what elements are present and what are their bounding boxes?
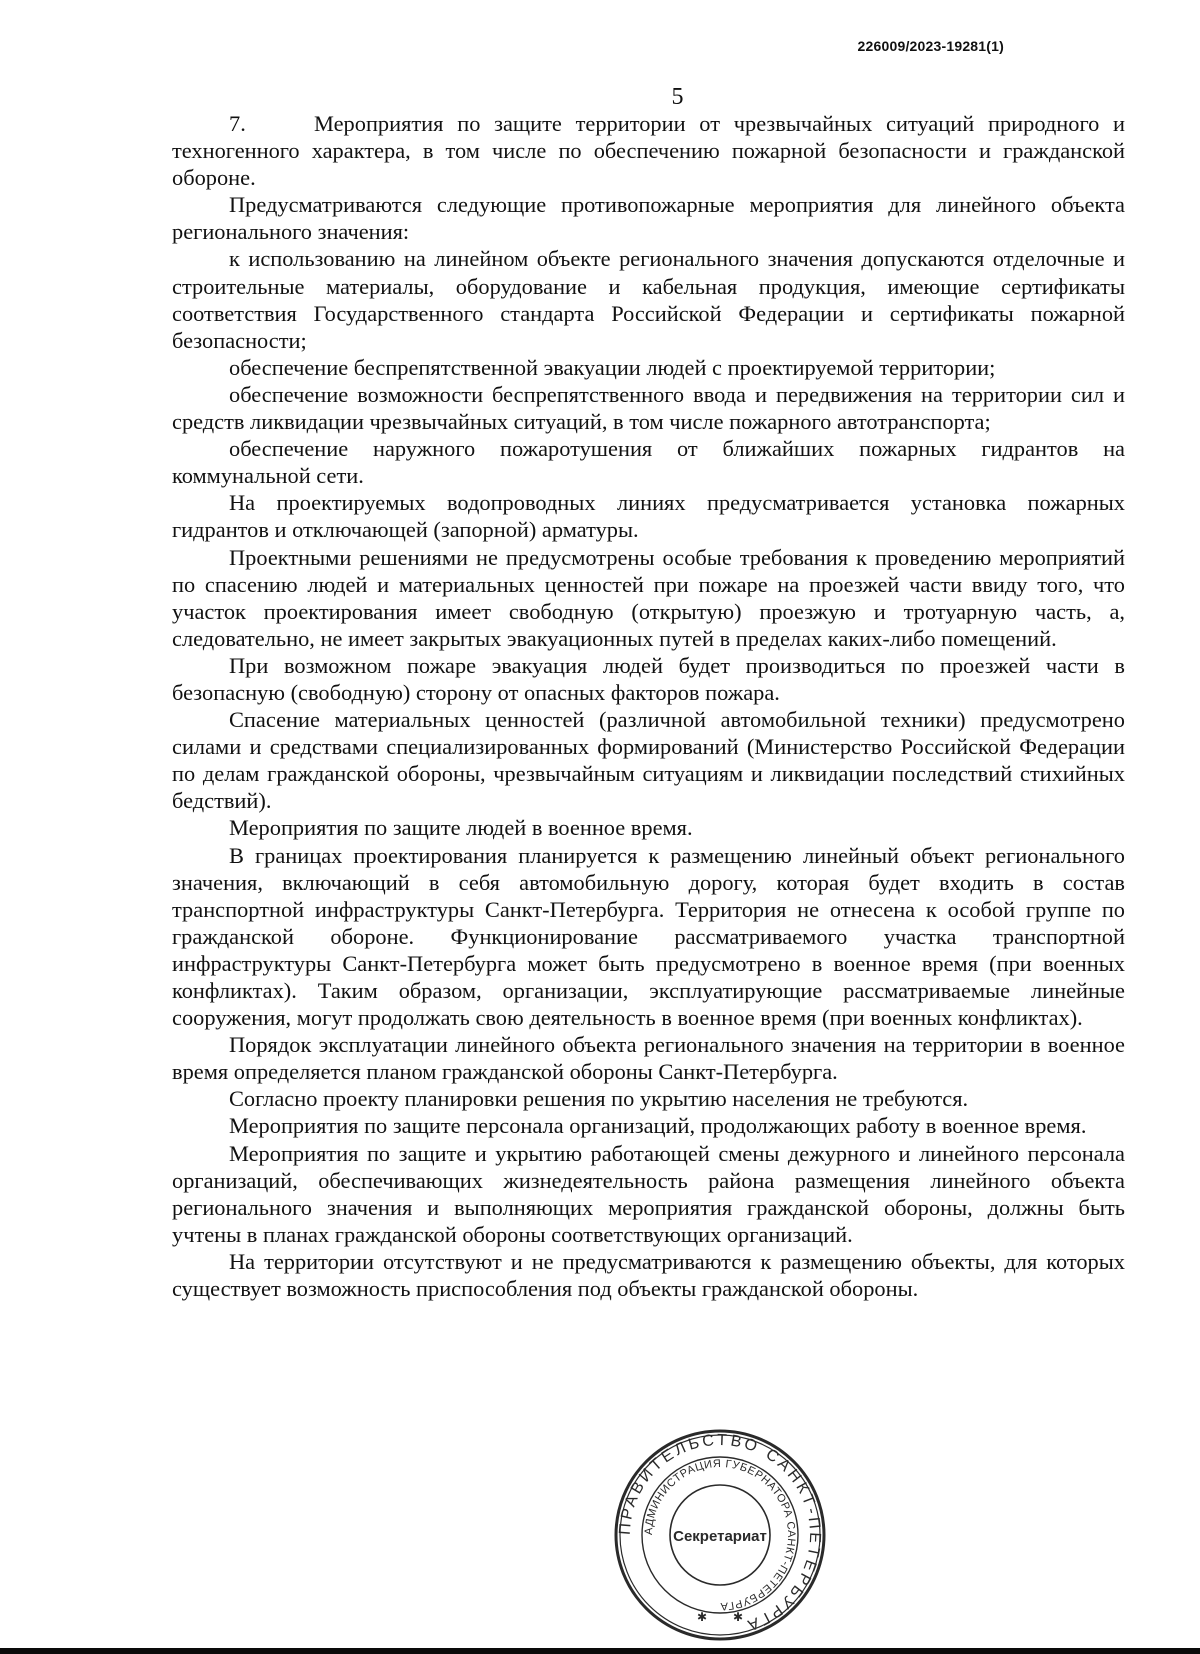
page-number: 5 [671,84,684,110]
paragraph: На территории отсутствуют и не предусматриваются к размещению объекты, для которых существует возможность приспособления под объекты гражданской обороны. [172,1248,1125,1302]
seal-graphic [610,1425,830,1645]
paragraph: Мероприятия по защите и укрытию работающей смены дежурного и линейного персонала организаций, обеспечивающих жизнедеятельность района размещения линейного объекта регионального значения и выполняющих мероприятия гражданской обороны, должны быть учтены в планах гражданской обороны соответствующих организаций. [172,1140,1125,1247]
seal-star-icon: ✱ [696,1610,708,1624]
paragraph: В границах проектирования планируется к размещению линейный объект регионального значения, включающий в себя автомобильную дорогу, которая будет входить в состав транспортной инфраструктуры Санкт-Петербурга. Территория не отнесена к особой группе по гражданской обороне. Функционирование рассматриваемого участка транспортной инфраструктуры Санкт-Петербурга может быть предусмотрено в военное время (при военных конфликтах). Таким образом, организации, эксплуатирующие рассматриваемые линейные сооружения, могут продолжать свою деятельность в военное время (при военных конфликтах). [172,842,1125,1031]
paragraph: Проектными решениями не предусмотрены особые требования к проведению мероприятий по спасению людей и материальных ценностей при пожаре на проезжей части ввиду того, что участок проектирования имеет свободную (открытую) проезжую и тротуарную часть, а, следовательно, не имеет закрытых эвакуационных путей в пределах каких-либо помещений. [172,544,1125,651]
section-title: Мероприятия по защите территории от чрезвычайных ситуаций природного и техногенного характера, в том числе по обеспечению пожарной безопасности и гражданской обороне. [172,111,1125,191]
section-number: 7. [229,111,246,136]
page-bottom-edge [0,1648,1200,1654]
seal-center-text: Секретариат [673,1528,767,1545]
paragraph: Согласно проекту планировки решения по укрытию населения не требуются. [229,1086,969,1112]
paragraph: Спасение материальных ценностей (различной автомобильной техники) предусмотрено силами и средствами специализированных формирований (Министерство Российской Федерации по делам гражданской обороны, чрезвычайным ситуациям и ликвидации последствий стихийных бедствий). [172,707,1125,814]
paragraph: Предусматриваются следующие противопожарные мероприятия для линейного объекта регионального значения: [172,192,1125,245]
seal-inner-text: АДМИНИСТРАЦИЯ ГУБЕРНАТОРА САНКТ-ПЕТЕРБУРГА [642,1457,798,1613]
paragraph: обеспечение возможности беспрепятственного ввода и передвижения на территории сил и средств ликвидации чрезвычайных ситуаций, в том числе пожарного автотранспорта; [172,381,1125,435]
paragraph: Мероприятия по защите персонала организаций, продолжающих работу в военное время. [229,1113,1087,1139]
paragraph: к использованию на линейном объекте регионального значения допускаются отделочные и строительные материалы, оборудование и кабельная продукция, имеющие сертификаты соответствия Государственного стандарта Российской Федерации и сертификаты пожарной безопасности; [172,246,1125,353]
paragraph: При возможном пожаре эвакуация людей будет производиться по проезжей части в безопасную (свободную) сторону от опасных факторов пожара. [172,652,1125,705]
official-seal-stamp [610,1425,830,1645]
document-body [172,110,1125,1302]
paragraph: Порядок эксплуатации линейного объекта регионального значения на территории в военное время определяется планом гражданской обороны Санкт-Петербурга. [172,1032,1125,1085]
paragraph: Мероприятия по защите людей в военное время. [229,815,693,841]
paragraph: На проектируемых водопроводных линиях предусматривается установка пожарных гидрантов и отключающей (запорной) арматуры. [172,490,1125,543]
paragraph: обеспечение беспрепятственной эвакуации людей с проектируемой территории; [229,354,996,380]
seal-star-icon: ✱ [732,1610,744,1624]
seal-outer-text: ПРАВИТЕЛЬСТВО САНКТ-ПЕТЕРБУРГА [616,1431,824,1635]
paragraph: обеспечение наружного пожаротушения от ближайших пожарных гидрантов на коммунальной сети. [172,436,1125,489]
document-registration-number: 226009/2023-19281(1) [857,38,1004,54]
section-heading [172,110,1125,191]
